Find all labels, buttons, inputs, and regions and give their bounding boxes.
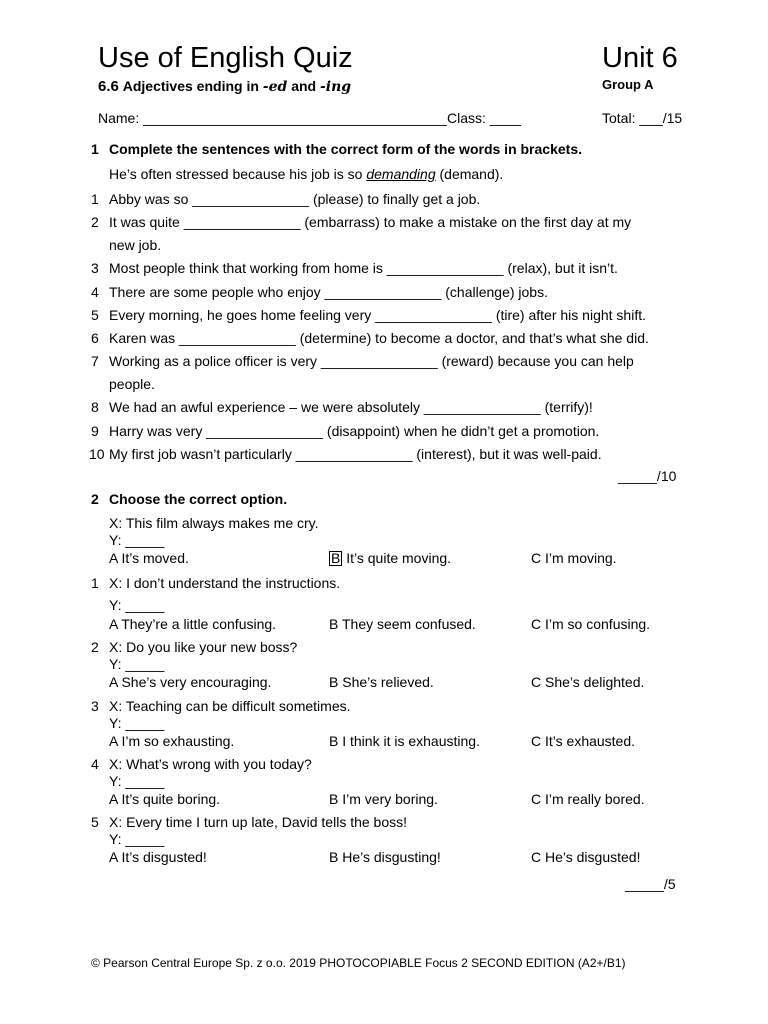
exercise-2-option-b: B I think it is exhausting. xyxy=(329,733,480,749)
exercise-2-item-y-line: Y: _____ xyxy=(109,656,165,672)
section-heading xyxy=(98,78,351,95)
name-field: Name: _______________________________________ xyxy=(98,110,447,126)
exercise-1-example xyxy=(109,166,503,182)
exercise-2-option-c: C It’s exhausted. xyxy=(531,733,636,749)
total-field: Total: ___/15 xyxy=(602,110,683,126)
exercise-1-item-number: 2 xyxy=(91,214,99,230)
exercise-2-item-number: 5 xyxy=(91,814,99,830)
exercise-2-item-y-line: Y: _____ xyxy=(109,597,165,613)
exercise-2-item-y-line: Y: _____ xyxy=(109,831,165,847)
exercise-1-item-text: There are some people who enjoy _______________ (challenge) jobs. xyxy=(109,284,548,300)
exercise-1-item-number: 5 xyxy=(91,307,99,323)
exercise-2-item-number: 1 xyxy=(91,575,99,591)
exercise-1-number: 1 xyxy=(91,141,99,157)
exercise-2-item-x-line: X: I don’t understand the instructions. xyxy=(109,575,341,591)
section-text: Adjectives ending in xyxy=(122,78,259,94)
exercise-2-item-number: 3 xyxy=(91,698,99,714)
example-answer: demanding xyxy=(366,166,436,182)
example-before: He’s often stressed because his job is so xyxy=(109,166,363,182)
example-x-line: X: This film always makes me cry. xyxy=(109,515,319,531)
exercise-2-option-c: C I’m really bored. xyxy=(531,791,645,807)
exercise-2-item-x-line: X: Every time I turn up late, David tells the boss! xyxy=(109,814,408,830)
example-option-b xyxy=(329,550,451,566)
exercise-2-instruction: Choose the correct option. xyxy=(109,491,288,507)
exercise-2-option-b: B They seem confused. xyxy=(329,616,476,632)
exercise-2-number: 2 xyxy=(91,491,99,507)
exercise-2-option-c: C She’s delighted. xyxy=(531,674,645,690)
exercise-1-item-number: 1 xyxy=(91,191,99,207)
example-option-b-text: It’s quite moving. xyxy=(346,550,452,566)
suffix-ed: -ed xyxy=(262,79,288,95)
exercise-1-item-text: Most people think that working from home is _______________ (relax), but it isn’t. xyxy=(109,260,618,276)
exercise-1-item-number: 7 xyxy=(91,353,99,369)
exercise-1-item-text: Karen was _______________ (determine) to become a doctor, and that’s what she did. xyxy=(109,330,649,346)
exercise-1-item-number: 8 xyxy=(91,399,99,415)
exercise-2-option-b: B She’s relieved. xyxy=(329,674,434,690)
exercise-2-item-x-line: X: What’s wrong with you today? xyxy=(109,756,312,772)
exercise-1-instruction: Complete the sentences with the correct form of the words in brackets. xyxy=(109,141,582,157)
exercise-1-item-text: Harry was very _______________ (disappoint) when he didn’t get a promotion. xyxy=(109,423,600,439)
exercise-1-item-number: 4 xyxy=(91,284,99,300)
exercise-1-score: _____/10 xyxy=(618,468,677,484)
unit-label: Unit 6 xyxy=(602,42,678,74)
exercise-1-item-text: Every morning, he goes home feeling very _______________ (tire) after his night shift. xyxy=(109,307,646,323)
example-after: (demand). xyxy=(439,166,504,182)
exercise-1-item-text: It was quite _______________ (embarrass) to make a mistake on the first day at my xyxy=(109,214,632,230)
exercise-1-item-number: 10 xyxy=(89,446,105,462)
example-option-a: A It’s moved. xyxy=(109,550,189,566)
exercise-2-option-c: C He’s disgusted! xyxy=(531,849,641,865)
exercise-1-item-text: We had an awful experience – we were absolutely _______________ (terrify)! xyxy=(109,399,593,415)
exercise-2-option-c: C I’m so confusing. xyxy=(531,616,651,632)
class-field: Class: ____ xyxy=(447,110,521,126)
exercise-1-item-text: people. xyxy=(109,376,155,392)
page-title: Use of English Quiz xyxy=(98,42,353,74)
exercise-1-item-number: 3 xyxy=(91,260,99,276)
section-and: and xyxy=(291,78,317,94)
exercise-2-item-x-line: X: Do you like your new boss? xyxy=(109,639,298,655)
exercise-1-item-text: new job. xyxy=(109,237,162,253)
exercise-1-item-text: My first job wasn’t particularly _______________ (interest), but it was well-paid. xyxy=(109,446,602,462)
exercise-2-option-a: A It’s disgusted! xyxy=(109,849,207,865)
example-option-b-letter: B xyxy=(331,550,341,566)
suffix-ing: -ing xyxy=(319,79,352,95)
example-option-c: C I’m moving. xyxy=(531,550,617,566)
exercise-2-option-a: A She’s very encouraging. xyxy=(109,674,272,690)
exercise-2-item-number: 2 xyxy=(91,639,99,655)
exercise-2-item-y-line: Y: _____ xyxy=(109,773,165,789)
exercise-1-item-number: 6 xyxy=(91,330,99,346)
exercise-2-item-x-line: X: Teaching can be difficult sometimes. xyxy=(109,698,351,714)
footer-copyright: © Pearson Central Europe Sp. z o.o. 2019 PHOTOCOPIABLE Focus 2 SECOND EDITION (A2+/B1) xyxy=(91,956,626,970)
exercise-2-item-y-line: Y: _____ xyxy=(109,715,165,731)
exercise-2-option-a: A They’re a little confusing. xyxy=(109,616,277,632)
exercise-2-option-b: B He’s disgusting! xyxy=(329,849,441,865)
exercise-2-item-number: 4 xyxy=(91,756,99,772)
section-number: 6.6 xyxy=(98,78,119,95)
exercise-1-item-text: Abby was so _______________ (please) to finally get a job. xyxy=(109,191,481,207)
exercise-2-option-a: A It’s quite boring. xyxy=(109,791,221,807)
exercise-1-item-number: 9 xyxy=(91,423,99,439)
group-label: Group A xyxy=(602,77,654,92)
exercise-2-option-b: B I’m very boring. xyxy=(329,791,438,807)
exercise-1-item-text: Working as a police officer is very _______________ (reward) because you can help xyxy=(109,353,634,369)
exercise-2-option-a: A I’m so exhausting. xyxy=(109,733,235,749)
exercise-2-score: _____/5 xyxy=(625,876,676,892)
example-y-line: Y: _____ xyxy=(109,532,165,548)
